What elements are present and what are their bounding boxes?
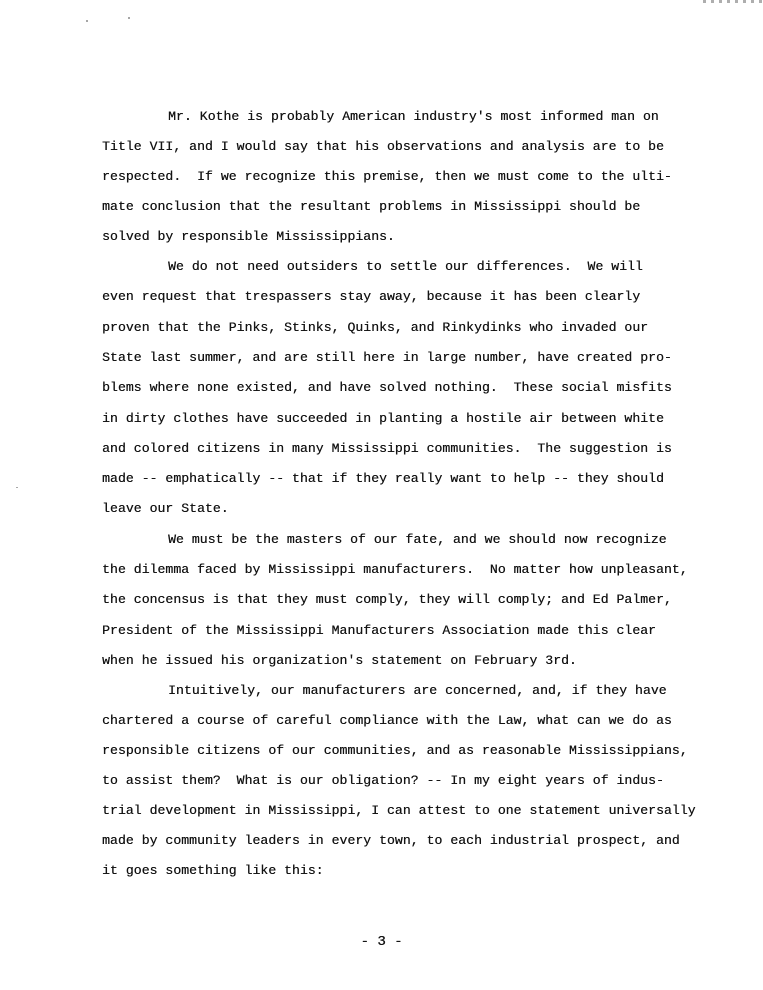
paragraph-2-line-7: and colored citizens in many Mississippi communities. The suggestion is (102, 441, 672, 456)
paragraph-3-line-4: President of the Mississippi Manufacturers Association made this clear (102, 623, 656, 638)
page-number: - 3 - (360, 934, 403, 950)
paragraph-2-line-1: We do not need outsiders to settle our differences. We will (168, 259, 643, 274)
paragraph-4-line-2: chartered a course of careful compliance with the Law, what can we do as (102, 713, 672, 728)
scan-speck (16, 487, 18, 488)
paragraph-2-line-6: in dirty clothes have succeeded in planting a hostile air between white (102, 411, 664, 426)
paragraph-2-line-5: blems where none existed, and have solved nothing. These social misfits (102, 380, 672, 395)
paragraph-2-line-3: proven that the Pinks, Stinks, Quinks, and Rinkydinks who invaded our (102, 320, 649, 335)
paragraph-1-line-5: solved by responsible Mississippians. (102, 229, 395, 244)
paragraph-3-line-1: We must be the masters of our fate, and we should now recognize (168, 532, 667, 547)
paragraph-2-line-8: made -- emphatically -- that if they really want to help -- they should (102, 471, 664, 486)
paragraph-1-line-3: respected. If we recognize this premise, then we must come to the ulti- (102, 169, 672, 184)
paragraph-4-line-3: responsible citizens of our communities, and as reasonable Mississippians, (102, 743, 688, 758)
scan-speck (128, 17, 130, 19)
paragraph-4-line-6: made by community leaders in every town, to each industrial prospect, and (102, 833, 680, 848)
scan-speck (86, 20, 88, 22)
paragraph-1-line-4: mate conclusion that the resultant problems in Mississippi should be (102, 199, 641, 214)
paragraph-2-line-2: even request that trespassers stay away, because it has been clearly (102, 289, 641, 304)
paragraph-3-line-5: when he issued his organization's statement on February 3rd. (102, 653, 577, 668)
paragraph-2-line-9: leave our State. (102, 501, 229, 516)
paragraph-4-line-7: it goes something like this: (102, 863, 324, 878)
paragraph-1-line-1: Mr. Kothe is probably American industry's most informed man on (168, 109, 659, 124)
paragraph-1-line-2: Title VII, and I would say that his observations and analysis are to be (102, 139, 664, 154)
paragraph-4-line-1: Intuitively, our manufacturers are concerned, and, if they have (168, 683, 667, 698)
paragraph-2-line-4: State last summer, and are still here in large number, have created pro- (102, 350, 672, 365)
paragraph-4-line-5: trial development in Mississippi, I can attest to one statement universally (102, 803, 696, 818)
paragraph-4-line-4: to assist them? What is our obligation? -- In my eight years of indus- (102, 773, 664, 788)
paragraph-3-line-2: the dilemma faced by Mississippi manufacturers. No matter how unpleasant, (102, 562, 688, 577)
paragraph-3-line-3: the concensus is that they must comply, they will comply; and Ed Palmer, (102, 592, 672, 607)
scan-edge-marks (703, 0, 763, 3)
